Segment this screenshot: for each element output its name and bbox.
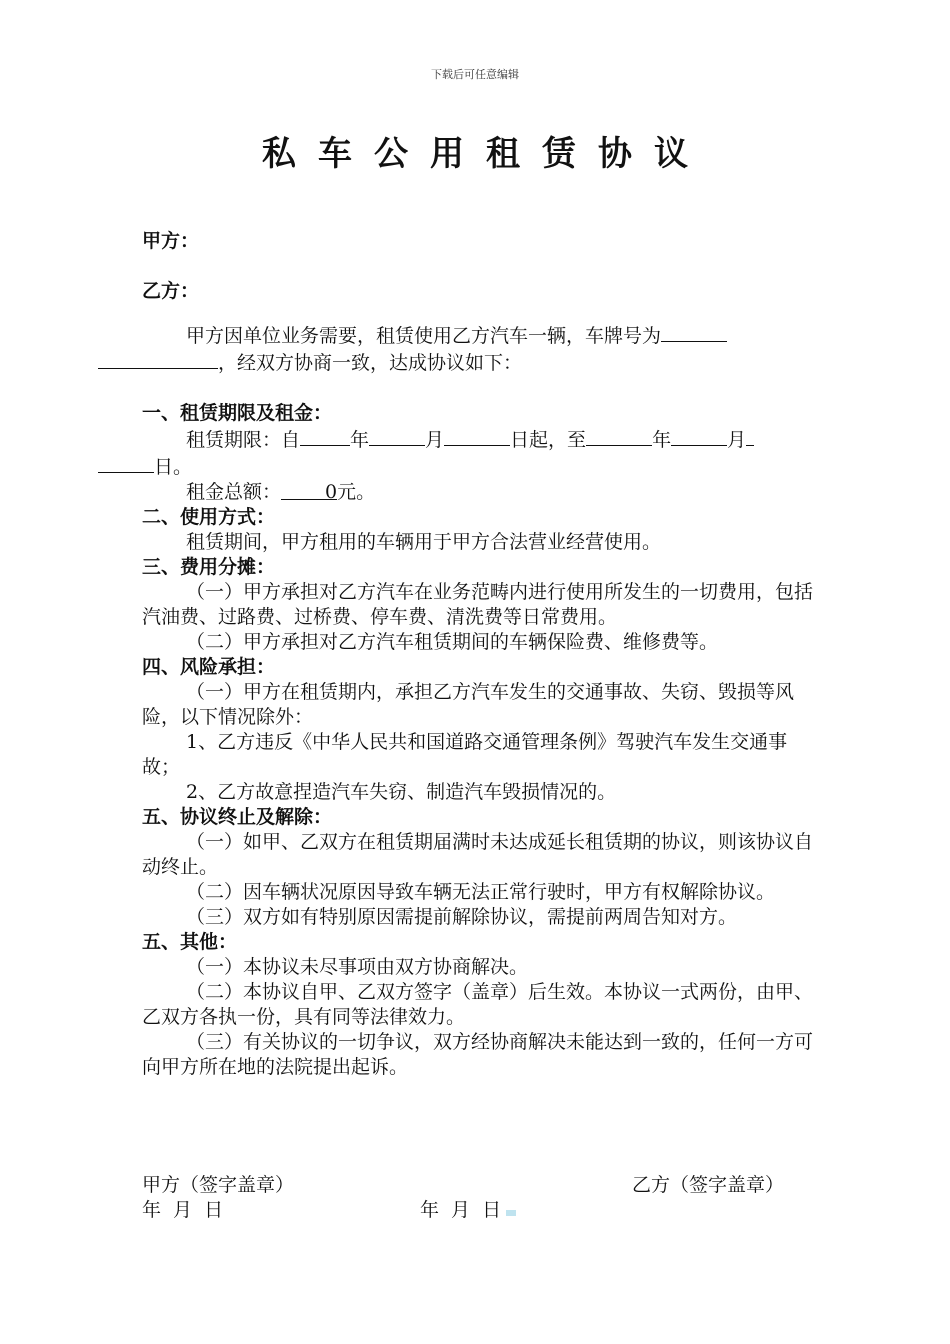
text-cursor-marker (506, 1210, 516, 1216)
lease-period-line (142, 426, 814, 480)
month-label: 月 (425, 429, 445, 451)
intro-text-1: 甲方因单位业务需要，租赁使用乙方汽车一辆，车牌号为 (186, 325, 662, 347)
section-4-clause-1: （一）甲方在租赁期内，承担乙方汽车发生的交通事故、失窃、毁损等风险，以下情况除外： (142, 681, 795, 728)
section-2-heading: 二、使用方式： (142, 506, 276, 528)
intro-text-2: ，经双方协商一致，达成协议如下： (218, 352, 523, 374)
day-end-label: 日。 (154, 456, 193, 478)
party-b-label: 乙方： (142, 280, 200, 302)
section-5-heading: 五、协议终止及解除： (142, 806, 333, 828)
rent-total-value[interactable]: 0 (281, 480, 337, 500)
rent-total-line (142, 480, 814, 505)
rent-total-label: 租金总额： (186, 481, 282, 503)
section-5-clause-2: （二）因车辆状况原因导致车辆无法正常行驶时，甲方有权解除协议。 (186, 881, 776, 903)
end-year-blank[interactable] (586, 426, 652, 446)
lease-period-label: 租赁期限：自 (186, 429, 301, 451)
party-b-date-wrapper (420, 1195, 516, 1222)
party-b-date: 年 月 日 (420, 1199, 505, 1221)
day-from-label: 日起，至 (510, 429, 587, 451)
section-4-clause-3: 2、乙方故意捏造汽车失窃、制造汽车毁损情况的。 (186, 781, 617, 803)
end-month-tail-blank[interactable] (746, 426, 754, 446)
section-5-clause-1: （一）如甲、乙双方在租赁期届满时未达成延长租赁期的协议，则该协议自动终止。 (142, 831, 814, 878)
section-5-clause-3: （三）双方如有特别原因需提前解除协议，需提前两周告知对方。 (186, 906, 738, 928)
start-month-blank[interactable] (369, 426, 425, 446)
start-year-blank[interactable] (300, 426, 350, 446)
end-day-blank[interactable] (98, 453, 154, 473)
agreement-body (142, 322, 814, 1080)
section-4-clause-2: 1、乙方违反《中华人民共和国道路交通管理条例》驾驶汽车发生交通事故； (142, 731, 788, 778)
party-a-signature-label: 甲方（签字盖章） (142, 1174, 295, 1196)
section-2-text: 租赁期间，甲方租用的车辆用于甲方合法营业经营使用。 (186, 531, 662, 553)
plate-number-blank-1[interactable] (661, 322, 727, 342)
end-month-blank[interactable] (671, 426, 727, 446)
section-6-clause-3: （三）有关协议的一切争议，双方经协商解决未能达到一致的，任何一方可向甲方所在地的法院提出起诉。 (142, 1031, 814, 1078)
start-day-blank[interactable] (444, 426, 510, 446)
document-title: 私车公用租赁协议 (262, 134, 710, 174)
year-label: 年 (652, 429, 672, 451)
month-label: 月 (727, 429, 747, 451)
party-a-label: 甲方： (142, 230, 200, 252)
intro-paragraph (142, 322, 814, 376)
section-1-heading: 一、租赁期限及租金： (142, 402, 333, 424)
section-3-clause-1: （一）甲方承担对乙方汽车在业务范畴内进行使用所发生的一切费用，包括汽油费、过路费、过桥费、停车费、清洗费等日常费用。 (142, 581, 814, 628)
section-6-heading: 五、其他： (142, 931, 238, 953)
section-4-heading: 四、风险承担： (142, 656, 276, 678)
section-6-clause-2: （二）本协议自甲、乙双方签字（盖章）后生效。本协议一式两份，由甲、乙双方各执一份，具有同等法律效力。 (142, 981, 814, 1028)
section-3-heading: 三、费用分摊： (142, 556, 276, 578)
year-label: 年 (350, 429, 370, 451)
section-3-clause-2: （二）甲方承担对乙方汽车租赁期间的车辆保险费、维修费等。 (186, 631, 719, 653)
section-6-clause-1: （一）本协议未尽事项由双方协商解决。 (186, 956, 529, 978)
party-b-signature-label: 乙方（签字盖章） (632, 1174, 785, 1196)
rent-total-unit: 元。 (337, 481, 376, 503)
plate-number-blank-2[interactable] (98, 349, 218, 369)
party-a-date: 年 月 日 (142, 1199, 227, 1221)
page-header-note: 下载后可任意编辑 (431, 68, 519, 81)
